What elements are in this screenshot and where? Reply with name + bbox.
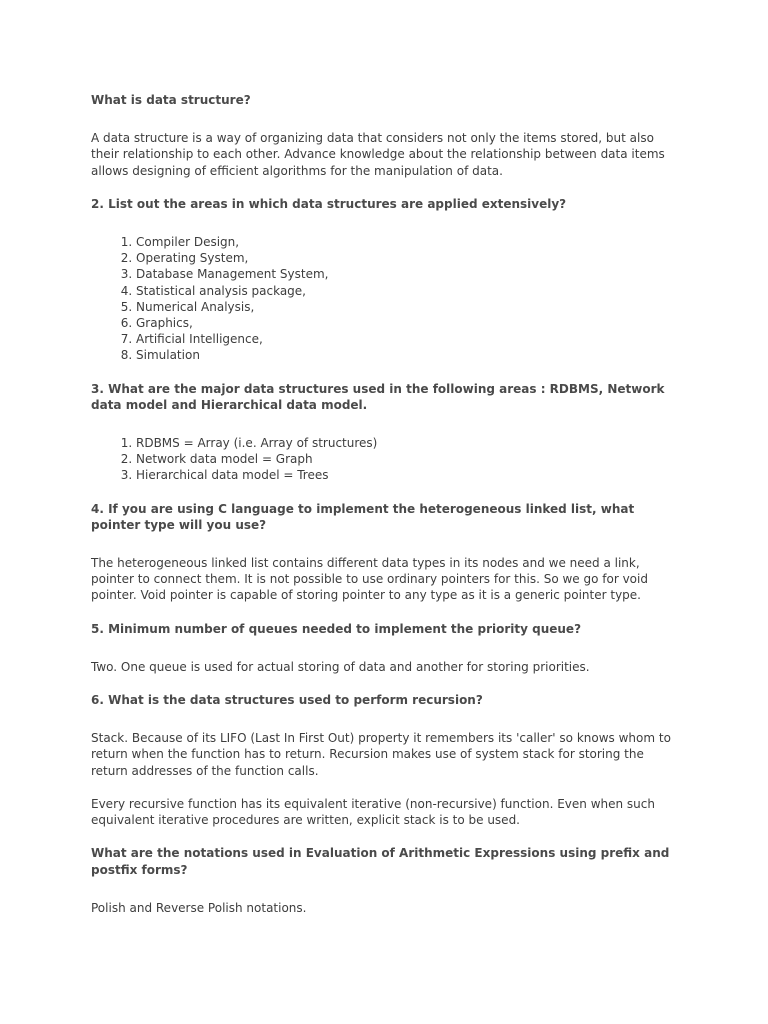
- answer-1-paragraph: A data structure is a way of organizing data that considers not only the items stored, but also their relationship to each other. Advance knowledge about the relationship between data items allows designing of efficient algorithms for the manipulation of data.: [91, 131, 665, 178]
- list-item: 3. Database Management System,: [136, 266, 681, 282]
- answer-4-paragraph: The heterogeneous linked list contains different data types in its nodes and we need a link, pointer to connect them. It is not possible to use ordinary pointers for this. So we go for void pointer. Void pointer is capable of storing pointer to any type as it is a generic pointer type.: [91, 556, 648, 603]
- list-item: 8. Simulation: [136, 347, 681, 363]
- question-7-heading: What are the notations used in Evaluation of Arithmetic Expressions using prefix and postfix forms?: [91, 846, 670, 877]
- list-item: 6. Graphics,: [136, 315, 681, 331]
- data-models-list: [91, 435, 681, 484]
- answer-6-paragraph-1: Stack. Because of its LIFO (Last In First Out) property it remembers its 'caller' so knows whom to return when the function has to return. Recursion makes use of system stack for storing the return addresses of the function calls.: [91, 731, 671, 778]
- list-item: 2. Operating System,: [136, 250, 681, 266]
- question-1-heading: What is data structure?: [91, 93, 251, 107]
- list-item: 4. Statistical analysis package,: [136, 283, 681, 299]
- areas-list: [91, 234, 681, 364]
- question-2-heading: 2. List out the areas in which data structures are applied extensively?: [91, 196, 567, 211]
- list-item: 3. Hierarchical data model = Trees: [136, 467, 681, 483]
- answer-5-paragraph: Two. One queue is used for actual storing of data and another for storing priorities.: [91, 659, 590, 674]
- document-page: [91, 92, 681, 916]
- question-3-heading: 3. What are the major data structures used in the following areas : RDBMS, Network data model and Hierarchical data model.: [91, 381, 665, 412]
- list-item: 5. Numerical Analysis,: [136, 299, 681, 315]
- answer-6-paragraph-2: Every recursive function has its equivalent iterative (non-recursive) function. Even when such equivalent iterative procedures are written, explicit stack is to be used.: [91, 796, 655, 828]
- list-item: 2. Network data model = Graph: [136, 451, 681, 467]
- question-6-heading: 6. What is the data structures used to perform recursion?: [91, 693, 483, 708]
- list-item: 1. Compiler Design,: [136, 234, 681, 250]
- question-4-heading: 4. If you are using C language to implement the heterogeneous linked list, what pointer type will you use?: [91, 501, 635, 532]
- list-item: 7. Artificial Intelligence,: [136, 331, 681, 347]
- list-item: 1. RDBMS = Array (i.e. Array of structures): [136, 435, 681, 451]
- question-5-heading: 5. Minimum number of queues needed to implement the priority queue?: [91, 621, 582, 636]
- answer-7-paragraph: Polish and Reverse Polish notations.: [91, 900, 307, 915]
